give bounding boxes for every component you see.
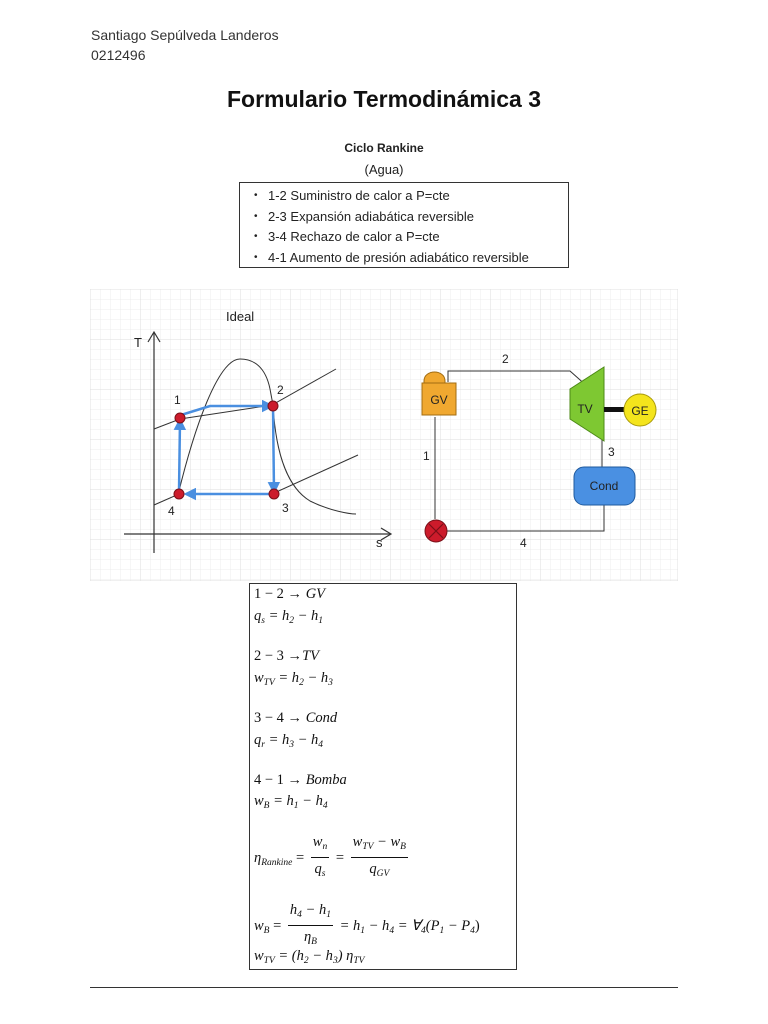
state-label-1: 1 [174,393,181,407]
line-label-2: 2 [502,352,509,366]
formula-process-3-4: 3 − 4 → Cond [254,710,338,726]
author-name: Santiago Sepúlveda Landeros [91,27,279,43]
state-label-3: 3 [282,501,289,515]
s-axis-label: s [376,535,383,550]
formula-pump-work: $w_B = h_1 - h_4$ [254,793,328,811]
student-id: 0212496 [91,47,146,63]
section-note: (Agua) [364,162,404,177]
process-steps-box [239,182,569,268]
boiler-label: GV [430,393,448,407]
grid-background [90,289,678,581]
process-step: • 3-4 Rechazo de calor a P=cte [268,227,568,248]
section-title: Ciclo Rankine [344,141,424,155]
line-label-4: 4 [520,536,527,550]
formula-process-2-3: 2 − 3 →TV [254,648,319,664]
process-line-4-1 [179,420,180,492]
state-label-4: 4 [168,504,175,518]
turbine-label: TV [577,402,593,416]
author-block [91,25,279,65]
process-line-2-3 [273,408,274,492]
fraction-net-work-qgv: $\frac{w_{TV} - w_B}{q_{GV}}$ [352,834,406,879]
formula-turbine-work-efficiency: $w_{TV} = (h_2 - h_3)$ $\eta_{TV}$ [254,948,365,966]
state-point-1 [175,413,185,423]
formula-rankine-efficiency: $\eta_{Rankine}$ = $\frac{w_n}{q_s}$ = $\frac{w_{TV} - w_B}{q_{GV}}$ [254,832,411,885]
state-label-2: 2 [277,383,284,397]
process-step: • 4-1 Aumento de presión adiabático reversible [268,248,568,269]
formula-heat-rejected: $q_r = h_3 - h_4$ [254,732,324,750]
process-step: • 2-3 Expansión adiabática reversible [268,207,568,228]
formula-process-4-1: 4 − 1 → Bomba [254,772,347,788]
line-label-3: 3 [608,445,615,459]
formula-turbine-work: $w_{TV} = h_2 - h_3$ [254,670,333,688]
condenser-label: Cond [589,479,619,493]
formula-heat-supplied: $q_s = h_2 - h_1$ [254,608,324,626]
page-title: Formulario Termodinámica 3 [227,86,541,112]
fraction-wn-qs: $\frac{w_n}{q_s}$ [312,834,328,879]
line-label-1: 1 [423,449,430,463]
state-point-4 [174,489,184,499]
formula-box [249,583,517,970]
state-point-2 [268,401,278,411]
formula-process-1-2: 1 − 2 → GV [254,586,326,602]
t-axis-label: T [134,335,142,350]
process-step: • 1-2 Suministro de calor a P=cte [268,186,568,207]
turbine-shaft [604,407,626,412]
ts-diagram-label: Ideal [226,309,255,324]
fraction-pump: $\frac{h_4 - h_1}{\eta_B}$ [289,902,331,947]
rankine-diagram [90,289,678,581]
footer-divider [90,987,678,988]
generator-label: GE [631,404,649,418]
process-steps-list [268,186,568,268]
state-point-3 [269,489,279,499]
formula-pump-work-efficiency: $w_B$ = $\frac{h_4 - h_1}{\eta_B}$ = $h_1 - h_4$ = $\forall_4(P_1 - P_4)$ [254,900,480,953]
